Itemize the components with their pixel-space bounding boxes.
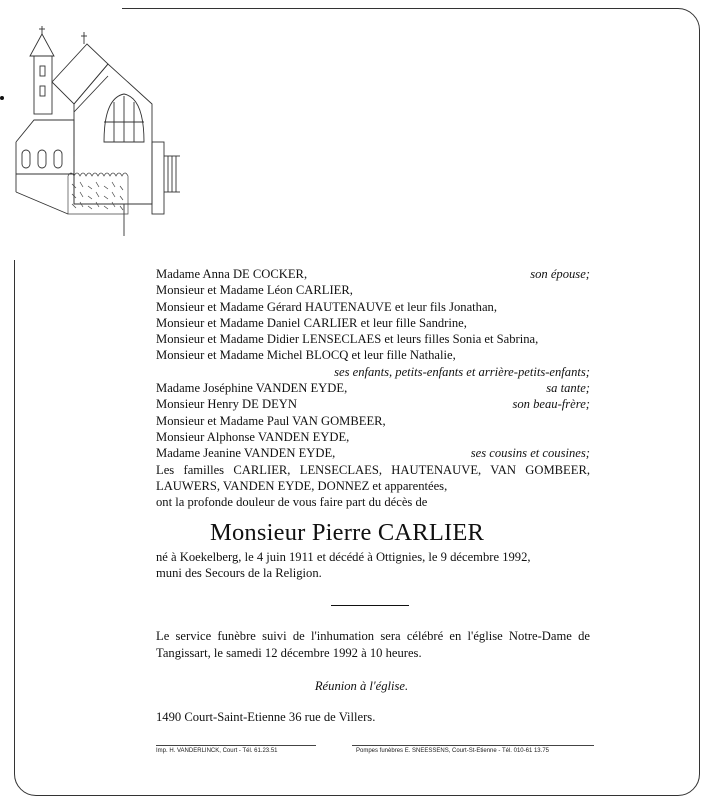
service-text: Le service funèbre suivi de l'inhumation sera célébré en l'église Notre-Dame de Tangissart, le samedi 12 décembre 1992 à 10 heures. (156, 629, 590, 660)
family-name: Madame Anna DE COCKER, (156, 267, 308, 281)
family-name: Monsieur et Madame Paul VAN GOMBEER, (156, 413, 386, 428)
family-row (156, 396, 590, 412)
family-row (156, 429, 590, 445)
footer-rule-left (156, 745, 316, 746)
family-row (156, 347, 590, 363)
family-name: Monsieur Henry DE DEYN (156, 397, 297, 412)
undertaker-credit: Pompes funèbres E. SNEESSENS, Court-St-Etienne - Tél. 010-61 13.75 (356, 748, 549, 754)
sacraments-line: muni des Secours de la Religion. (156, 566, 322, 581)
family-row (156, 413, 590, 429)
family-name: Monsieur et Madame Michel BLOCQ et leur fille Nathalie, (156, 348, 456, 363)
mark-dot (0, 96, 4, 100)
footer-rule-right (352, 745, 594, 746)
deceased-name: Monsieur Pierre CARLIER (210, 519, 485, 546)
family-row (156, 315, 590, 331)
church-illustration (12, 24, 182, 239)
family-relation: ses cousins et cousines; (470, 446, 590, 461)
separator-rule (331, 605, 409, 606)
family-name: Madame Joséphine VANDEN EYDE, (156, 381, 348, 396)
reunion-text: Réunion à l'église. (314, 679, 409, 693)
family-relation: son beau-frère; (512, 397, 590, 412)
family-row (156, 331, 590, 347)
families-text: Les familles CARLIER, LENSECLAES, HAUTENAUVE, VAN GOMBEER, LAUWERS, VANDEN EYDE, DONNEZ et apparentées, (156, 462, 590, 493)
birth-death-line: né à Koekelberg, le 4 juin 1911 et décédé à Ottignies, le 9 décembre 1992, (156, 550, 531, 564)
printer-credit: Imp. H. VANDERLINCK, Court - Tél. 61.23.51 (156, 748, 278, 754)
family-row (156, 380, 590, 396)
announce-text: ont la profonde douleur de vous faire part du décès de (156, 495, 428, 510)
family-name: Monsieur et Madame Daniel CARLIER et leur fille Sandrine, (156, 315, 467, 330)
family-row (156, 299, 590, 315)
family-name: Monsieur et Madame Gérard HAUTENAUVE et leur fils Jonathan, (156, 299, 497, 314)
family-row (156, 445, 590, 461)
address-text: 1490 Court-Saint-Etienne 36 rue de Villers. (156, 710, 376, 724)
family-name: Monsieur et Madame Léon CARLIER, (156, 283, 353, 298)
family-row (156, 266, 590, 282)
children-relation: ses enfants, petits-enfants et arrière-petits-enfants; (334, 364, 590, 379)
deceased-details (156, 549, 590, 582)
family-name: Monsieur et Madame Didier LENSECLAES et leurs filles Sonia et Sabrina, (156, 332, 539, 347)
family-name: Madame Jeanine VANDEN EYDE, (156, 446, 336, 461)
family-relation: son épouse; (530, 267, 590, 281)
family-row (156, 282, 590, 298)
family-list (156, 266, 590, 510)
family-relation: sa tante; (546, 381, 590, 396)
family-name: Monsieur Alphonse VANDEN EYDE, (156, 429, 350, 444)
